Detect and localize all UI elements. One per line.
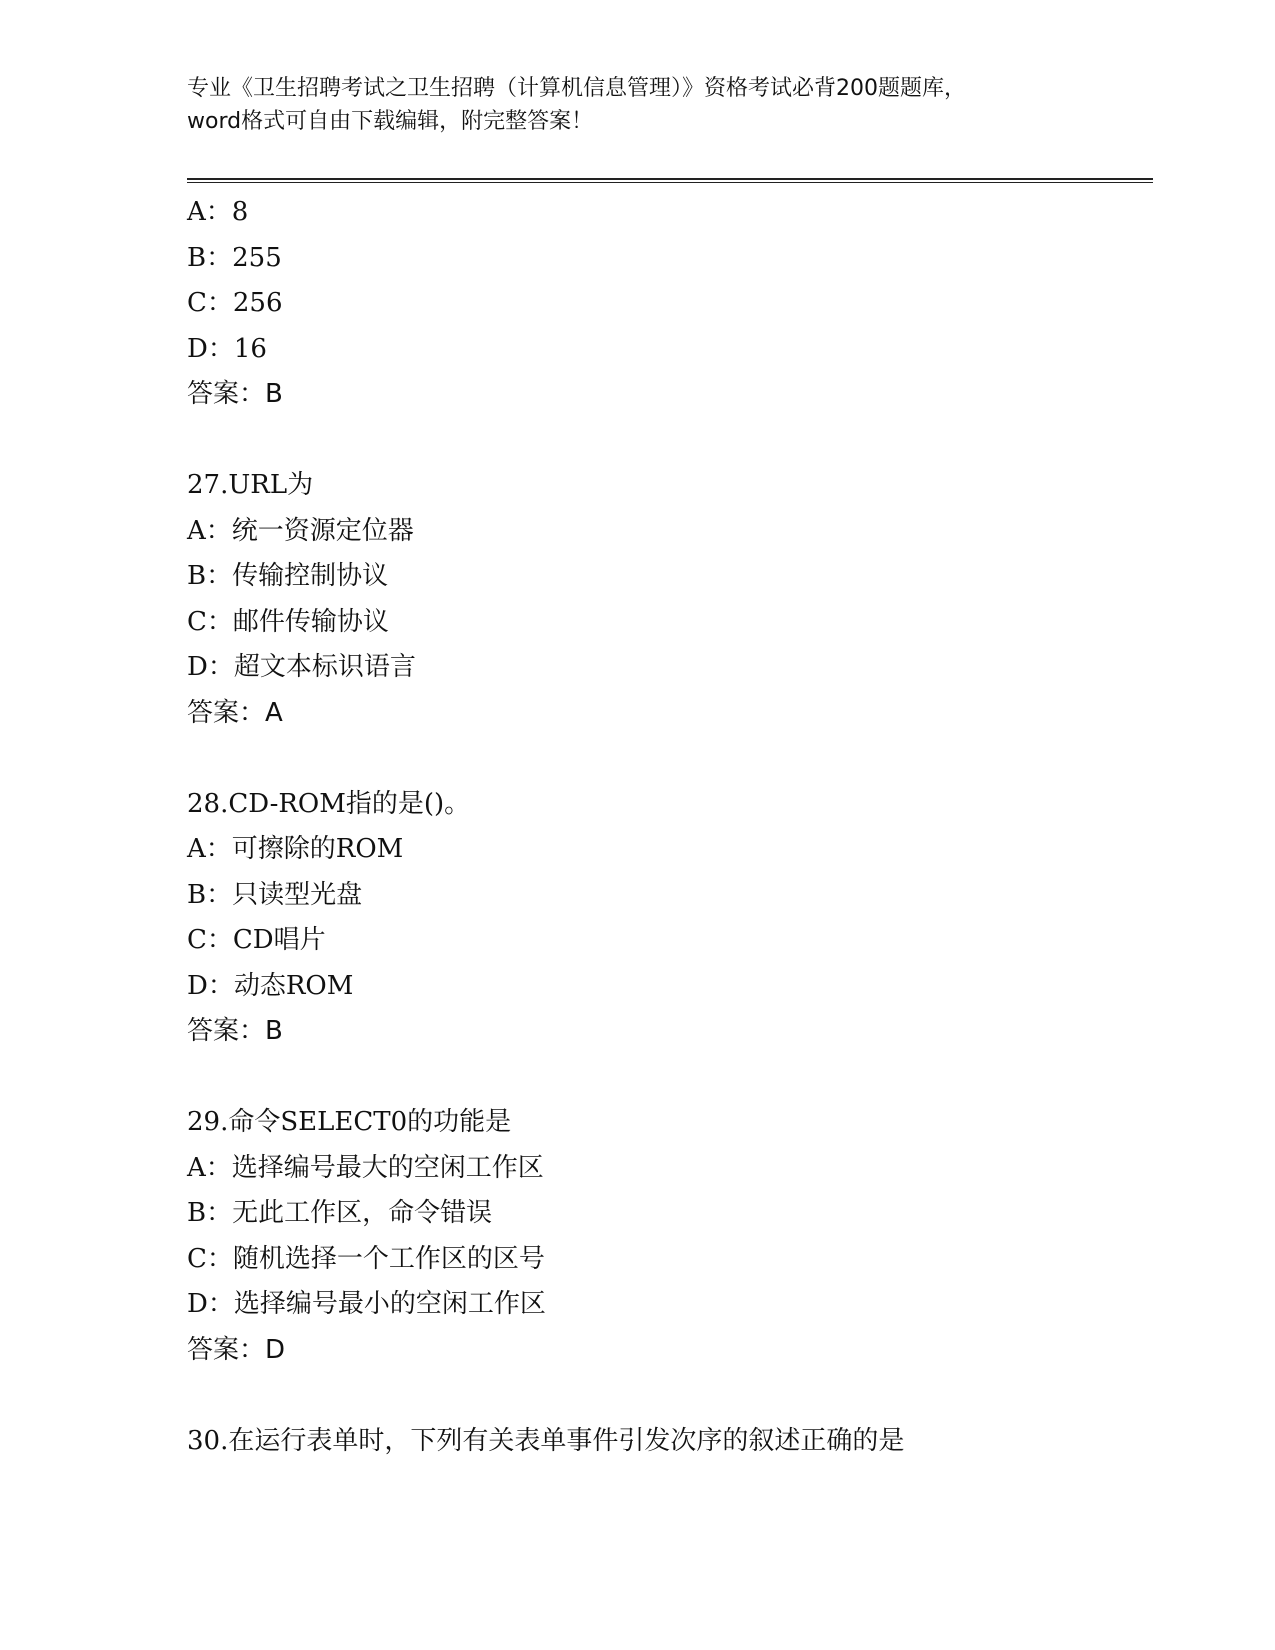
answer-line: 答案：B [187, 379, 283, 409]
option-c: C：随机选择一个工作区的区号 [187, 1243, 545, 1274]
spacer [187, 736, 1147, 782]
option-a: A：统一资源定位器 [187, 515, 414, 546]
spacer [187, 418, 1147, 464]
option-d: D：选择编号最小的空闲工作区 [187, 1289, 546, 1319]
question-block-27 [187, 463, 1147, 736]
header-title-line-1: 专业《卫生招聘考试之卫生招聘（计算机信息管理）》资格考试必背200题题库， [187, 76, 966, 101]
answer-line: 答案：A [187, 697, 283, 728]
option-b: B：255 [187, 242, 282, 273]
option-d: D：16 [187, 333, 267, 364]
question-text: 28.CD-ROM指的是()。 [187, 788, 471, 819]
question-block-26 [187, 190, 1147, 418]
option-a: A：8 [187, 197, 249, 227]
spacer [187, 1055, 1147, 1101]
question-list [187, 190, 1147, 1464]
question-text: 29.命令SELECT0的功能是 [187, 1107, 512, 1137]
option-c: C：256 [187, 288, 283, 318]
question-block-30 [187, 1419, 1147, 1465]
option-d: D：超文本标识语言 [187, 652, 416, 682]
answer-line: 答案：D [187, 1334, 286, 1365]
header-title-line-2: word格式可自由下载编辑，附完整答案！ [187, 109, 594, 134]
answer-line: 答案：B [187, 1016, 283, 1046]
option-b: B：只读型光盘 [187, 879, 363, 910]
option-d: D：动态ROM [187, 970, 354, 1001]
option-b: B：无此工作区，命令错误 [187, 1198, 493, 1228]
question-block-29 [187, 1100, 1147, 1373]
question-block-28 [187, 782, 1147, 1055]
option-a: A：选择编号最大的空闲工作区 [187, 1152, 544, 1183]
option-c: C：CD唱片 [187, 925, 326, 955]
option-a: A：可擦除的ROM [187, 834, 404, 864]
document-header [187, 72, 1087, 138]
option-c: C：邮件传输协议 [187, 606, 389, 637]
header-divider [187, 178, 1153, 183]
question-text: 30.在运行表单时，下列有关表单事件引发次序的叙述正确的是 [187, 1425, 905, 1456]
spacer [187, 1373, 1147, 1419]
option-b: B：传输控制协议 [187, 561, 389, 591]
question-text: 27.URL为 [187, 470, 314, 500]
